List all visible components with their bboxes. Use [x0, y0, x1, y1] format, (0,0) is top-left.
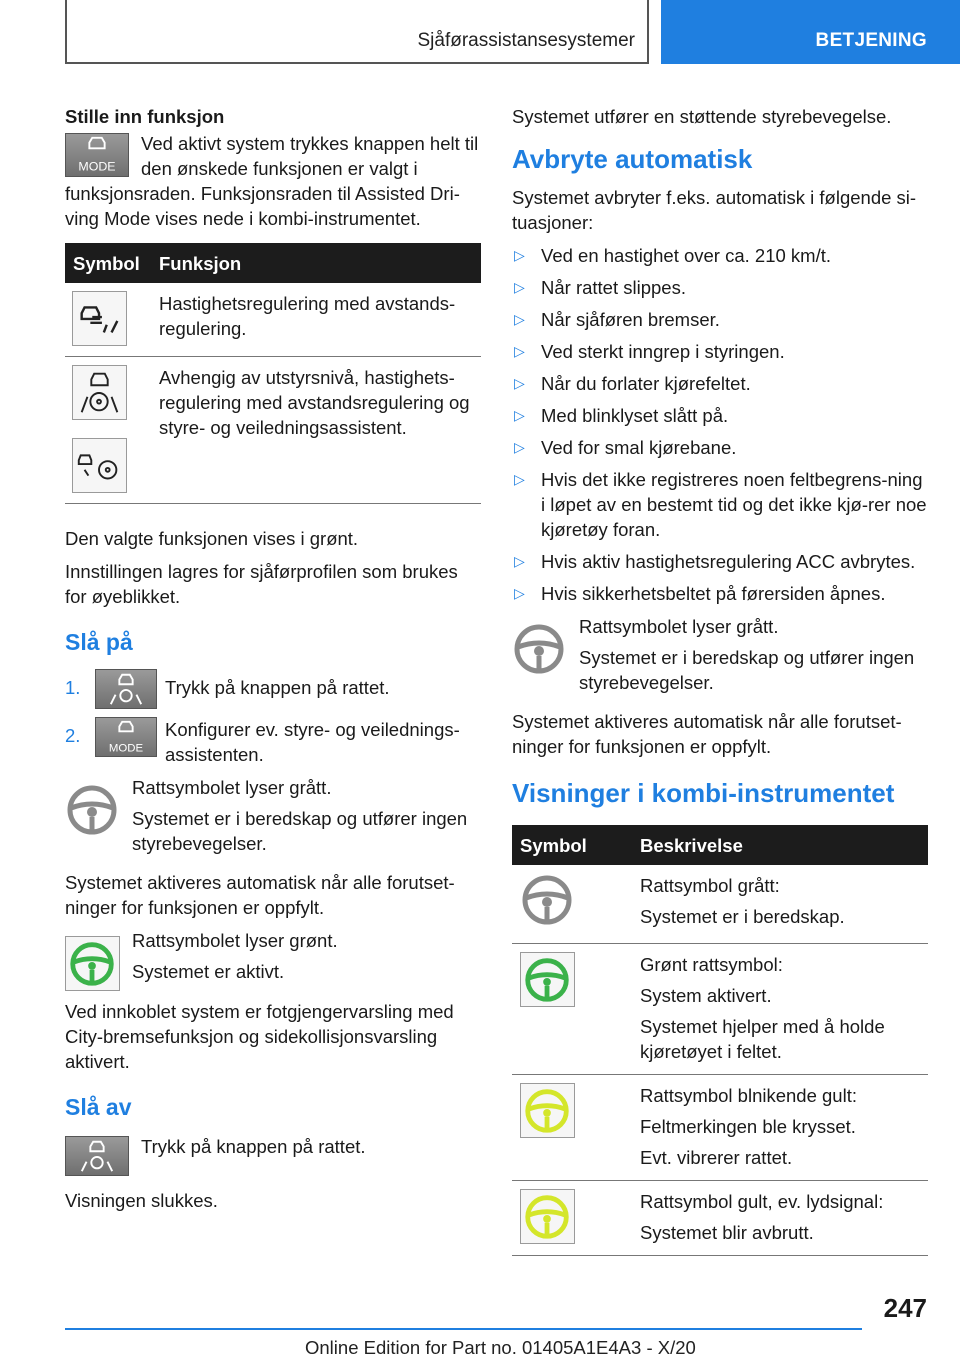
table-row: [512, 1075, 928, 1181]
sla-av-heading: Slå av: [65, 1094, 132, 1120]
p-saved: Innstillingen lagres for sjåførprofilen som brukes for øyeblikket.: [65, 561, 458, 607]
header-chapter-tab[interactable]: [661, 0, 960, 64]
acc-steering-icon: [72, 438, 127, 493]
row2-line-c: Systemet hjelper med å holde kjøretøyet i feltet.: [640, 1016, 885, 1062]
step-1-text: Trykk på knappen på rattet.: [165, 676, 390, 698]
mode-label: MODE: [78, 159, 116, 174]
list-item-text: Ved for smal kjørebane.: [541, 437, 737, 458]
list-item-text: Hvis aktiv hastighetsregulering ACC avbrytes.: [541, 551, 916, 572]
note-line-a: Rattsymbolet lyser grått.: [579, 616, 779, 637]
list-item: [512, 243, 928, 268]
row1-line-a: Rattsymbol grått:: [640, 875, 780, 896]
off-text: Trykk på knappen på rattet.: [141, 1136, 366, 1157]
steering-button-icon: [95, 669, 157, 709]
p-green: Den valgte funksjonen vises i grønt.: [65, 528, 359, 549]
mode-button-icon: [65, 133, 129, 177]
function-table: [65, 243, 481, 504]
triangle-bullet-icon: ▷: [514, 407, 525, 423]
steering-wheel-grey-icon: [520, 873, 574, 927]
triangle-bullet-icon: ▷: [514, 375, 525, 391]
list-item-text: Ved en hastighet over ca. 210 km/t.: [541, 245, 832, 266]
steering-button-icon: [65, 1136, 129, 1176]
mode-label: MODE: [108, 742, 144, 755]
table-cell-function: Avhengig av utstyrsnivå, hastighets-regulering med avstandsregulering og styre- og veiledningsassistent.: [151, 357, 481, 504]
p-activated: Systemet aktiveres automatisk når alle forutset-ninger for funksjonen er oppfylt.: [512, 711, 902, 757]
mode-button-icon: [95, 717, 157, 757]
steering-wheel-yellow-icon: [520, 1189, 575, 1244]
table-header-funksjon: Funksjon: [151, 243, 481, 283]
avbryte-heading: Avbryte automatisk: [512, 144, 753, 174]
left-column: [65, 104, 481, 1221]
steering-wheel-green-icon: [520, 952, 575, 1007]
triangle-bullet-icon: ▷: [514, 585, 525, 601]
table-cell-function: Hastighetsregulering med avstands-regulering.: [151, 283, 481, 357]
list-item: [512, 307, 928, 332]
p-support: Systemet utfører en støttende styrebevegelse.: [512, 106, 892, 127]
stille-text: Ved aktivt system trykkes knappen helt til den ønskede funksjonen er valgt i funksjonsraden. Funksjonsraden til Assisted Dri-ving Mode vises nede i kombi-instrumentet.: [65, 133, 479, 229]
note1-line-b: Systemet er i beredskap og utfører ingen styrebevegelser.: [132, 808, 468, 854]
triangle-bullet-icon: ▷: [514, 471, 525, 487]
list-item-text: Med blinklyset slått på.: [541, 405, 729, 426]
row4-line-a: Rattsymbol gult, ev. lydsignal:: [640, 1191, 884, 1212]
note1-line-a: Rattsymbolet lyser grått.: [132, 777, 332, 798]
list-item: [512, 467, 928, 542]
page-number: 247: [883, 1293, 927, 1323]
list-item: [512, 435, 928, 460]
list-item-text: Når du forlater kjørefeltet.: [541, 373, 751, 394]
stille-heading: Stille inn funksjon: [65, 106, 225, 127]
table-row: [65, 357, 481, 504]
section-title: Sjåførassistansesystemer: [417, 30, 635, 51]
list-item-text: Når sjåføren bremser.: [541, 309, 720, 330]
list-item: [512, 339, 928, 364]
row3-line-a: Rattsymbol blnikende gult:: [640, 1085, 857, 1106]
table-row: [512, 1181, 928, 1256]
note-green-steering: [65, 928, 481, 991]
bullet-list: [512, 243, 928, 606]
row4-line-b: Systemet blir avbrutt.: [640, 1222, 814, 1243]
list-item-text: Ved sterkt inngrep i styringen.: [541, 341, 785, 362]
table-row: [512, 944, 928, 1075]
visninger-heading: Visninger i kombi-instrumentet: [512, 778, 895, 808]
steering-wheel-grey-icon: [512, 622, 566, 676]
note2-line-b: Systemet er aktivt.: [132, 961, 285, 982]
display-table: [512, 825, 928, 1256]
list-item-text: Når rattet slippes.: [541, 277, 686, 298]
steering-wheel-yellow-icon: [520, 1083, 575, 1138]
sla-av-row: [65, 1134, 481, 1178]
row3-line-c: Evt. vibrerer rattet.: [640, 1147, 793, 1168]
row3-line-b: Feltmerkingen ble krysset.: [640, 1116, 856, 1137]
row2-line-a: Grønt rattsymbol:: [640, 954, 783, 975]
table-header-symbol: Symbol: [512, 825, 632, 865]
list-item: [512, 581, 928, 606]
triangle-bullet-icon: ▷: [514, 439, 525, 455]
header-section-title: [65, 0, 649, 64]
triangle-bullet-icon: ▷: [514, 553, 525, 569]
note-grey-steering: [512, 614, 928, 701]
step-2: [65, 717, 481, 767]
triangle-bullet-icon: ▷: [514, 279, 525, 295]
sla-pa-heading: Slå på: [65, 629, 133, 655]
table-header-beskrivelse: Beskrivelse: [632, 825, 928, 865]
note-line-b: Systemet er i beredskap og utfører ingen styrebevegelser.: [579, 647, 915, 693]
footer-edition: Online Edition for Part no. 01405A1E4A3 - X/20: [305, 1337, 696, 1358]
chapter-title: BETJENING: [815, 30, 927, 51]
off-result: Visningen slukkes.: [65, 1190, 218, 1211]
step-1-number: 1.: [65, 677, 81, 698]
list-item: [512, 549, 928, 574]
row1-line-b: Systemet er i beredskap.: [640, 906, 845, 927]
note-grey-steering: [65, 775, 481, 862]
table-row: [512, 865, 928, 944]
list-item: [512, 275, 928, 300]
stille-paragraph: [65, 131, 481, 231]
footer-divider: [65, 1328, 862, 1330]
list-item-text: Hvis sikkerhetsbeltet på førersiden åpnes.: [541, 583, 886, 604]
right-column: [512, 104, 928, 1256]
triangle-bullet-icon: ▷: [514, 343, 525, 359]
step-1: [65, 669, 481, 709]
p-pedestrian: Ved innkoblet system er fotgjengervarsling med City-bremsefunksjon og sidekollisjonsvarsling aktivert.: [65, 1001, 454, 1072]
step-2-number: 2.: [65, 725, 81, 746]
list-item: [512, 403, 928, 428]
steering-assist-car-icon: [72, 365, 127, 420]
triangle-bullet-icon: ▷: [514, 247, 525, 263]
table-row: [65, 283, 481, 357]
step-2-text: Konfigurer ev. styre- og veilednings-assistenten.: [165, 719, 460, 765]
avbryte-intro: Systemet avbryter f.eks. automatisk i følgende si-tuasjoner:: [512, 187, 917, 233]
p-activated: Systemet aktiveres automatisk når alle forutset-ninger for funksjonen er oppfylt.: [65, 872, 455, 918]
steering-wheel-green-icon: [65, 936, 120, 991]
triangle-bullet-icon: ▷: [514, 311, 525, 327]
list-item: [512, 371, 928, 396]
steering-wheel-grey-icon: [65, 783, 119, 837]
note2-line-a: Rattsymbolet lyser grønt.: [132, 930, 338, 951]
acc-distance-icon: [72, 291, 127, 346]
table-header-symbol: Symbol: [65, 243, 151, 283]
row2-line-b: System aktivert.: [640, 985, 772, 1006]
list-item-text: Hvis det ikke registreres noen feltbegrens-ning i løpet av en bestemt tid og det ikke kjø-rer noe kjøretøy foran.: [541, 469, 927, 540]
